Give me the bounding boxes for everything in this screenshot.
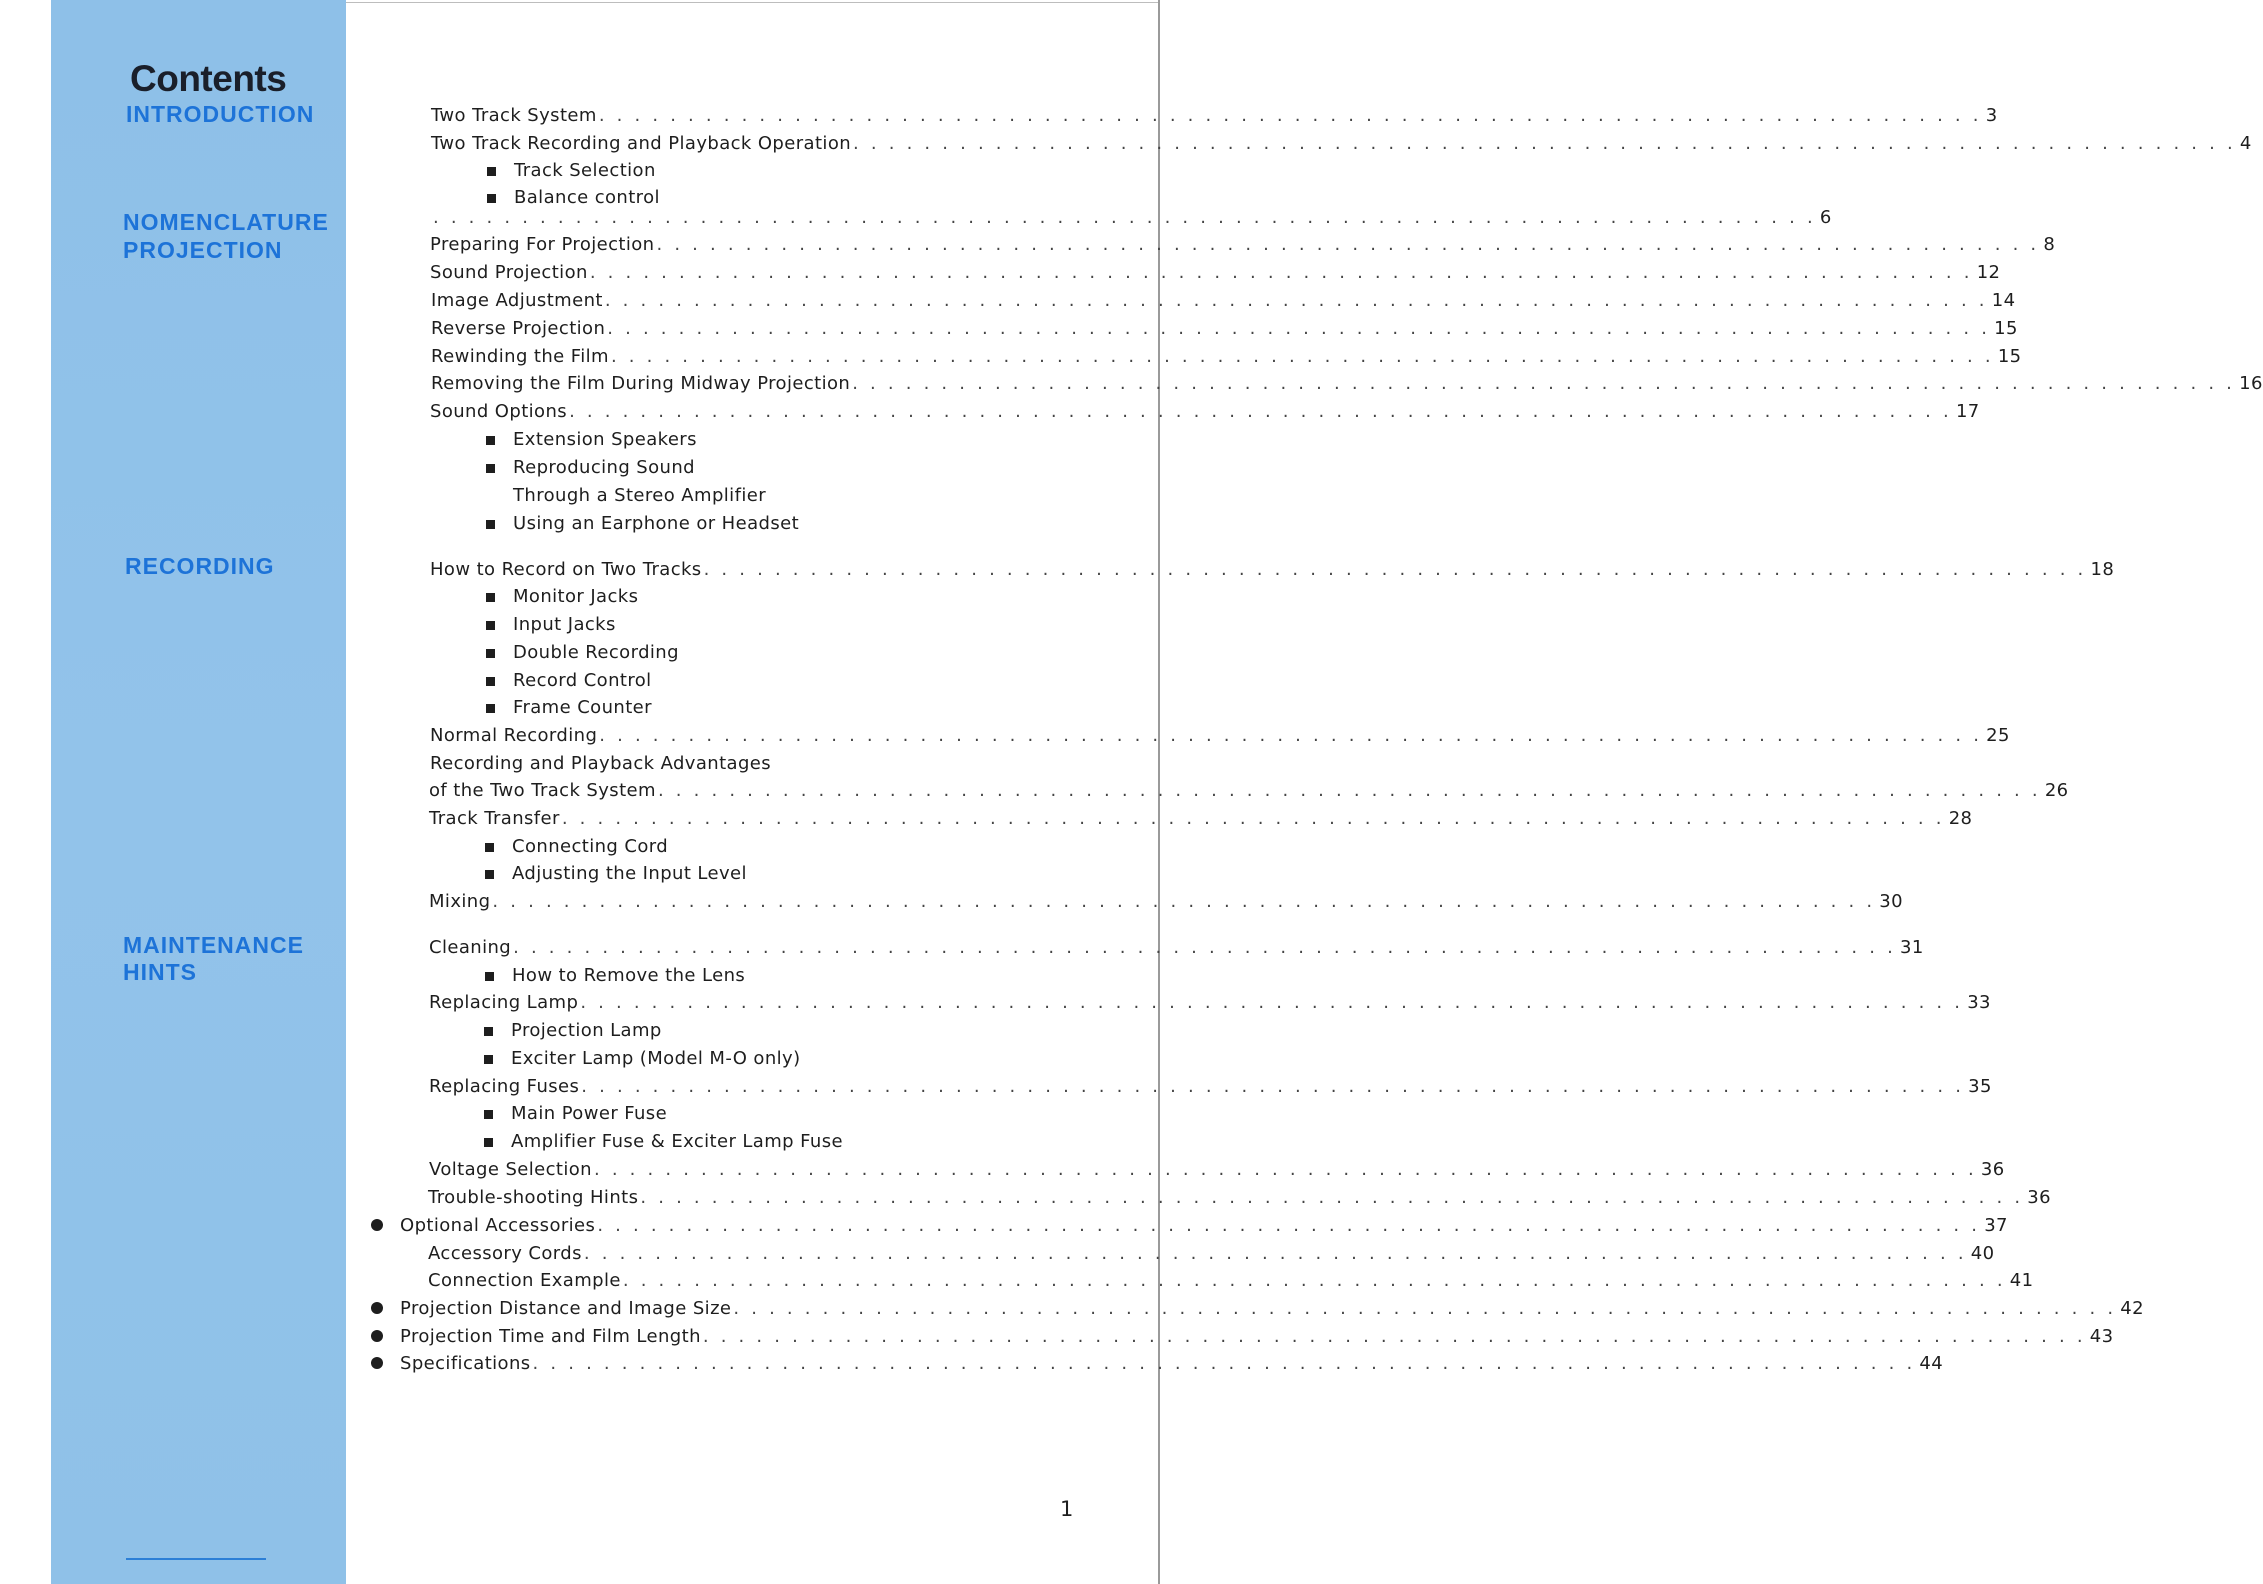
toc-subentry-title: Extension Speakers <box>513 429 697 450</box>
page-number: 1 <box>1060 1497 1074 1521</box>
toc-entry-title: Rewinding the Film <box>431 346 609 367</box>
dot-leader <box>562 805 1945 833</box>
section-projection: PROJECTION <box>123 237 283 263</box>
toc-entry-page: 4 <box>2239 133 2252 154</box>
section-maintenance: MAINTENANCE <box>123 932 304 958</box>
toc-subentry-continued <box>0 482 1493 510</box>
page-title: Contents <box>130 58 287 99</box>
dot-leader <box>590 259 1973 287</box>
dot-leader <box>594 1156 1977 1184</box>
dot-leader <box>581 1073 1964 1101</box>
toc-subentry <box>0 1017 1464 1045</box>
dot-leader <box>733 1295 2116 1323</box>
toc-entry <box>0 1267 2034 1295</box>
toc-entry <box>0 1156 2005 1184</box>
toc-subentry-title: Adjusting the Input Level <box>512 863 747 884</box>
toc-entry-page: 6 <box>1819 207 1832 228</box>
sidebar-bottom-line <box>126 1558 266 1560</box>
dot-leader <box>599 102 1982 130</box>
toc-entry <box>0 1184 2051 1212</box>
toc-subentry-title: Reproducing Sound <box>513 457 695 478</box>
toc-entry-page: 42 <box>2120 1298 2144 1319</box>
toc-subentry <box>0 1045 1464 1073</box>
toc-entry-title: Connection Example <box>428 1270 621 1291</box>
toc-subentry-title: Record Control <box>513 670 652 691</box>
dot-leader <box>853 130 2236 158</box>
toc-entry-title: Removing the Film During Midway Projection <box>431 373 851 394</box>
toc-entry <box>0 130 2252 158</box>
toc-entry <box>0 231 2056 259</box>
toc-entry <box>0 1240 1995 1268</box>
toc-entry-page: 18 <box>2090 559 2115 580</box>
toc-subentry-title: Track Selection <box>514 160 656 181</box>
section-introduction: INTRODUCTION <box>126 101 315 127</box>
toc-entry-page: 30 <box>1879 891 1904 912</box>
dot-leader <box>656 231 2039 259</box>
toc-entry-title: Sound Projection <box>430 262 588 283</box>
toc-subentry <box>0 694 1466 722</box>
square-bullet-icon <box>484 1138 493 1147</box>
toc-subentry <box>0 962 1465 990</box>
toc-subentry <box>0 157 1467 185</box>
toc-subentry-title: Double Recording <box>513 642 679 663</box>
toc-subentry-title: Amplifier Fuse & Exciter Lamp Fuse <box>511 1131 843 1152</box>
toc-entry <box>0 204 1832 232</box>
toc-subentry-title: Through a Stereo Amplifier <box>513 485 766 506</box>
toc-entry-page: 33 <box>1967 992 1991 1013</box>
toc-entry <box>0 1295 2144 1323</box>
toc-entry-page: 14 <box>1991 290 2016 311</box>
toc-subentry <box>0 1100 1464 1128</box>
toc-subentry <box>0 833 1465 861</box>
toc-entry <box>0 722 2010 750</box>
toc-entry <box>0 934 1924 962</box>
toc-entry-page: 28 <box>1948 808 1973 829</box>
square-bullet-icon <box>486 677 495 686</box>
square-bullet-icon <box>486 464 495 473</box>
square-bullet-icon <box>484 1027 493 1036</box>
toc-entry-page: 25 <box>1986 725 2010 746</box>
toc-subentry <box>0 611 1466 639</box>
square-bullet-icon <box>484 1055 493 1064</box>
square-bullet-icon <box>487 167 496 176</box>
toc-entry-title: Projection Distance and Image Size <box>400 1298 732 1319</box>
toc-entry <box>0 777 2069 805</box>
toc-entry <box>0 370 2263 398</box>
toc-entry-page: 8 <box>2043 234 2056 255</box>
square-bullet-icon <box>487 194 496 203</box>
toc-subentry-title: Input Jacks <box>513 614 616 635</box>
toc-entry-title: Projection Time and Film Length <box>400 1326 701 1347</box>
toc-subentry <box>0 667 1466 695</box>
toc-entry-title: Replacing Lamp <box>429 992 579 1013</box>
toc-subentry-title: Using an Earphone or Headset <box>513 513 800 534</box>
toc-entry-title: Trouble-shooting Hints <box>428 1187 639 1208</box>
toc-entry <box>0 805 1973 833</box>
toc-entry-title: Replacing Fuses <box>429 1076 580 1097</box>
toc-subentry-title: Balance control <box>514 187 660 208</box>
square-bullet-icon <box>486 520 495 529</box>
toc-entry-page: 3 <box>1985 105 1998 126</box>
toc-entry-title: Reverse Projection <box>431 318 606 339</box>
toc-entry <box>0 556 2115 584</box>
toc-subentry-title: How to Remove the Lens <box>512 965 746 986</box>
toc-subentry <box>0 510 1466 538</box>
toc-entry <box>0 315 2018 343</box>
toc-entry-page: 36 <box>2027 1187 2051 1208</box>
square-bullet-icon <box>486 649 495 658</box>
toc-entry <box>0 343 2022 371</box>
toc-entry <box>0 750 1410 778</box>
toc-entry <box>0 888 1904 916</box>
toc-entry-page: 41 <box>2009 1270 2034 1291</box>
dot-leader <box>611 343 1994 371</box>
section-hints: HINTS <box>123 959 197 985</box>
dot-leader <box>607 315 1990 343</box>
toc-subentry-title: Main Power Fuse <box>511 1103 668 1124</box>
toc-subentry-title: Connecting Cord <box>512 836 669 857</box>
toc-entry-page: 12 <box>1976 262 2001 283</box>
section-nomenclature: NOMENCLATURE <box>123 209 329 235</box>
dot-leader <box>513 934 1896 962</box>
square-bullet-icon <box>485 870 494 879</box>
toc-entry-title: Image Adjustment <box>431 290 603 311</box>
dot-leader <box>492 888 1875 916</box>
dot-leader <box>599 722 1982 750</box>
toc-entry-title: Voltage Selection <box>429 1159 592 1180</box>
toc-entry <box>0 287 2016 315</box>
square-bullet-icon <box>486 593 495 602</box>
toc-entry <box>0 1323 2114 1351</box>
dot-leader <box>623 1267 2006 1295</box>
toc-entry-title: Cleaning <box>429 937 512 958</box>
toc-entry-page: 36 <box>1980 1159 2005 1180</box>
toc-entry <box>0 1350 1944 1378</box>
dot-leader <box>597 1212 1980 1240</box>
toc-entry-page: 16 <box>2239 373 2263 394</box>
toc-subentry <box>0 454 1466 482</box>
square-bullet-icon <box>485 972 494 981</box>
dot-leader <box>640 1184 2023 1212</box>
square-bullet-icon <box>485 843 494 852</box>
dot-leader <box>580 989 1963 1017</box>
toc-entry-page: 44 <box>1919 1353 1944 1374</box>
dot-leader <box>433 204 1816 232</box>
dot-leader <box>584 1240 1967 1268</box>
toc-entry-title: Recording and Playback Advantages <box>430 753 772 774</box>
toc-subentry-title: Exciter Lamp (Model M-O only) <box>511 1048 801 1069</box>
toc-entry-title: of the Two Track System <box>429 780 656 801</box>
dot-leader <box>533 1350 1916 1378</box>
toc-entry-page: 40 <box>1970 1243 1995 1264</box>
toc-entry <box>0 1073 1992 1101</box>
toc-entry <box>0 398 1980 426</box>
toc-subentry <box>0 1128 1464 1156</box>
square-bullet-icon <box>484 1110 493 1119</box>
toc-entry-page: 15 <box>1997 346 2022 367</box>
dot-leader <box>605 287 1988 315</box>
toc-entry-page: 43 <box>2089 1326 2114 1347</box>
square-bullet-icon <box>486 621 495 630</box>
toc-subentry-title: Frame Counter <box>513 697 652 718</box>
toc-entry-page: 35 <box>1968 1076 1992 1097</box>
toc-entry <box>0 102 1998 130</box>
toc-subentry <box>0 583 1466 611</box>
toc-entry-page: 37 <box>1984 1215 2008 1236</box>
toc-entry-title: Sound Options <box>430 401 568 422</box>
toc-entry <box>0 1212 2008 1240</box>
toc-entry-title: Specifications <box>400 1353 531 1374</box>
toc-entry-title: Normal Recording <box>430 725 598 746</box>
toc-entry-title: How to Record on Two Tracks <box>430 559 702 580</box>
dot-leader <box>704 556 2087 584</box>
toc-entry-page: 31 <box>1900 937 1924 958</box>
toc-entry-page: 15 <box>1994 318 2018 339</box>
toc-entry <box>0 989 1991 1017</box>
toc-entry-page: 17 <box>1955 401 1980 422</box>
toc-entry-title: Track Transfer <box>429 808 560 829</box>
section-recording: RECORDING <box>125 553 275 579</box>
toc-entry-title: Preparing For Projection <box>430 234 655 255</box>
toc-entry-title: Two Track Recording and Playback Operation <box>431 133 852 154</box>
toc-subentry <box>0 639 1466 667</box>
square-bullet-icon <box>486 704 495 713</box>
toc-entry-title: Optional Accessories <box>400 1215 596 1236</box>
toc-entry <box>0 259 2001 287</box>
toc-entry-title: Accessory Cords <box>428 1243 582 1264</box>
toc-subentry <box>0 426 1466 454</box>
toc-entry-title: Mixing <box>429 891 491 912</box>
dot-leader <box>852 370 2235 398</box>
toc-subentry-title: Monitor Jacks <box>513 586 639 607</box>
dot-leader <box>703 1323 2086 1351</box>
square-bullet-icon <box>486 436 495 445</box>
dot-leader <box>658 777 2041 805</box>
toc-entry-title: Two Track System <box>431 105 597 126</box>
dot-leader <box>569 398 1952 426</box>
toc-subentry <box>0 860 1465 888</box>
toc-subentry-title: Projection Lamp <box>511 1020 662 1041</box>
toc-entry-page: 26 <box>2044 780 2069 801</box>
